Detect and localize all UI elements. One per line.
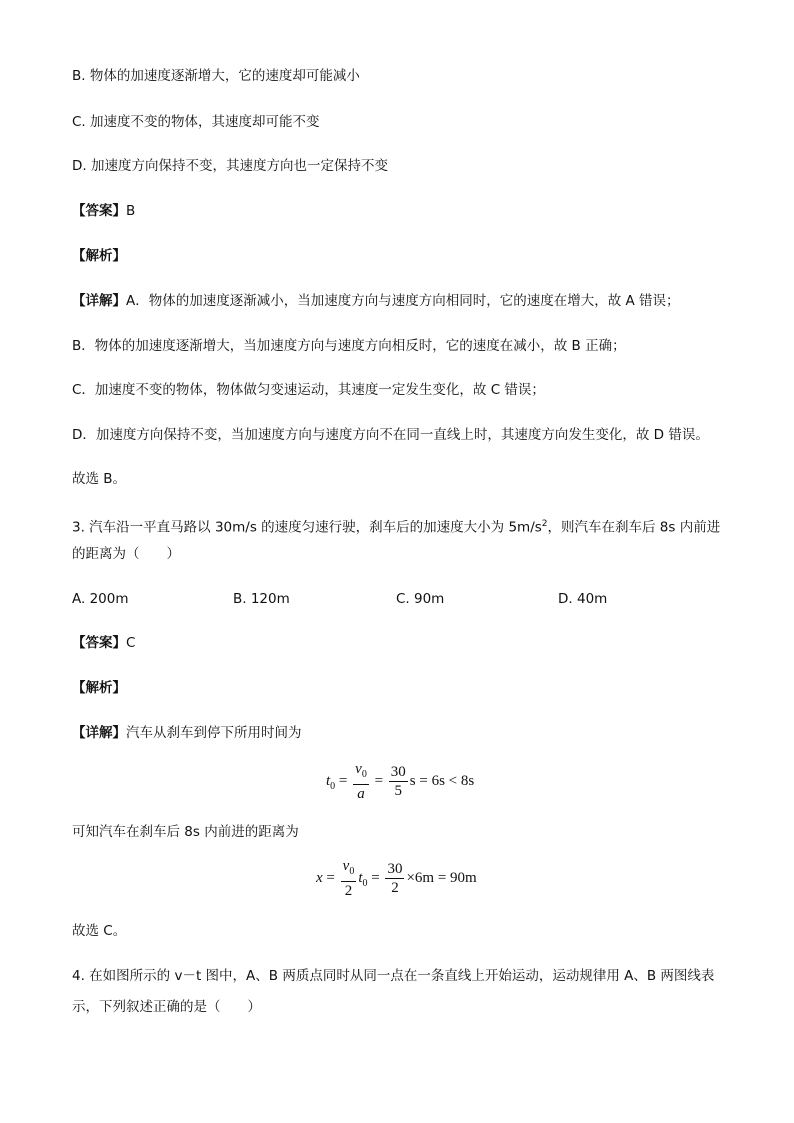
q3-answer xyxy=(72,633,135,653)
q4-stem-line1: 4. 在如图所示的 v－t 图中，A、B 两质点同时从同一点在一条直线上开始运动，运动规律用 A、B 两图线表 xyxy=(72,968,715,984)
answer-value: C xyxy=(126,635,136,651)
fraction-30-over-2: $\frac{30}{2}$ xyxy=(387,861,403,896)
q3-stem-line2: 的距离为（ ） xyxy=(72,546,180,562)
q2-detail-d: D．加速度方向保持不变，当加速度方向与速度方向不在同一直线上时，其速度方向发生变化，故 D 错误。 xyxy=(72,427,709,443)
q2-answer xyxy=(72,201,135,221)
q4-stem-line2: 示，下列叙述正确的是（ ） xyxy=(72,999,261,1015)
q3-option-d: D. 40m xyxy=(558,591,608,607)
q2-detail-b: B．物体的加速度逐渐增大，当加速度方向与速度方向相反时，它的速度在减小，故 B 正确； xyxy=(72,338,626,354)
q2-conclusion: 故选 B。 xyxy=(72,471,127,487)
q3-middle-text: 可知汽车在刹车后 8s 内前进的距离为 xyxy=(72,824,299,840)
detail-tag: 【详解】 xyxy=(72,293,126,309)
answer-tag: 【答案】 xyxy=(72,203,126,219)
fraction-v0-over-2: $\frac{v_0}{2}$ xyxy=(342,858,355,899)
q2-analysis-tag: 【解析】 xyxy=(72,248,126,264)
q2-detail-a: 【详解】A．物体的加速度逐渐减小，当加速度方向与速度方向相同时，它的速度在增大，故 A 错误； xyxy=(72,293,680,309)
q3-analysis-tag: 【解析】 xyxy=(72,680,126,696)
formula-distance: x = $\frac{v_0}{2}$ $t_0$ = $\frac{30}{2}$ ×6m = 90m xyxy=(316,858,477,899)
formula-stop-time: $t_0$ = $\frac{v_0}{a}$ = $\frac{30}{5}$ s = 6s < 8s xyxy=(326,761,475,802)
q3-stem-line1: 3. 汽车沿一平直马路以 30m/s 的速度匀速行驶，刹车后的加速度大小为 $5m/s^2$，则汽车在刹车后 8s 内前进 xyxy=(72,519,721,536)
fraction-30-over-5: $\frac{30}{5}$ xyxy=(390,764,406,799)
q3-conclusion: 故选 C。 xyxy=(72,923,127,939)
answer-tag: 【答案】 xyxy=(72,635,126,651)
fraction-v0-over-a: $\frac{v_0}{a}$ xyxy=(355,761,367,802)
q2-option-b: B. 物体的加速度逐渐增大，它的速度却可能减小 xyxy=(72,68,360,84)
q3-detail: 【详解】汽车从刹车到停下所用时间为 xyxy=(72,725,302,741)
q2-option-d: D. 加速度方向保持不变，其速度方向也一定保持不变 xyxy=(72,158,388,174)
q2-option-c: C. 加速度不变的物体，其速度却可能不变 xyxy=(72,114,320,130)
q3-option-b: B. 120m xyxy=(233,591,290,607)
q3-option-a: A. 200m xyxy=(72,591,129,607)
q3-option-c: C. 90m xyxy=(396,591,445,607)
q2-detail-c: C．加速度不变的物体，物体做匀变速运动，其速度一定发生变化，故 C 错误； xyxy=(72,382,545,398)
answer-value: B xyxy=(126,203,136,219)
detail-tag: 【详解】 xyxy=(72,725,126,741)
